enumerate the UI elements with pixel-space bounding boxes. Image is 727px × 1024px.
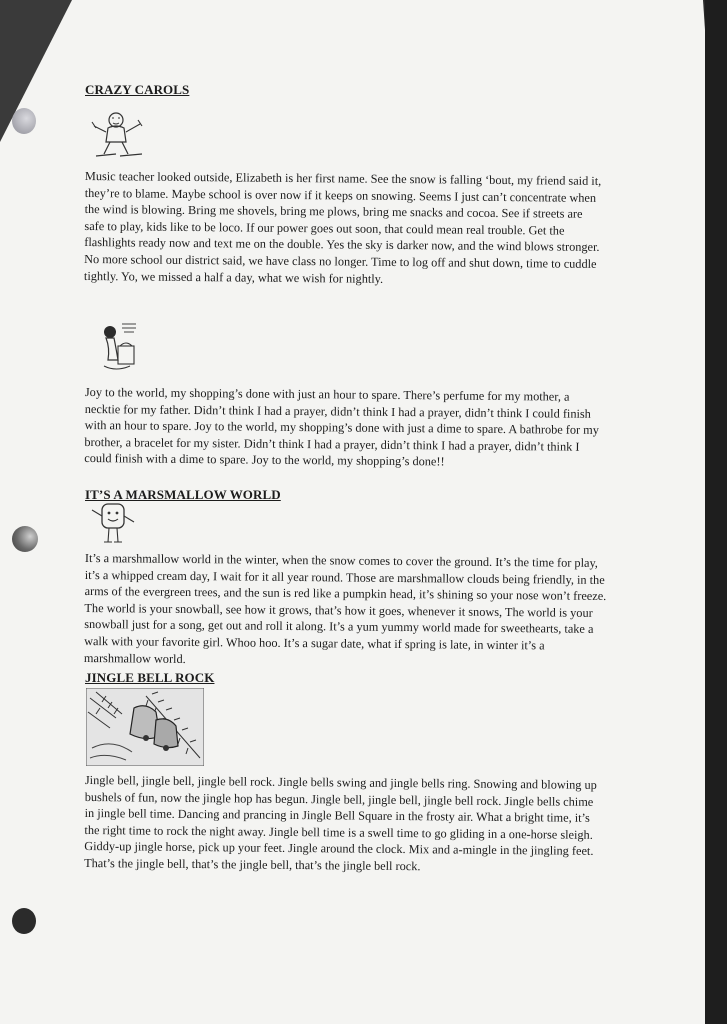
section-title: IT’S A MARSMALLOW WORLD [85,487,281,502]
lyric-line: arms of the evergreen trees, and the sun is red like a pumpkin head, it’s shining so your nose won’t freeze. [84,584,607,604]
lyric-line: could finish with a dime to spare. Joy to the world, my shopping’s done!! [84,451,445,469]
lyric-line: with an hour to spare. Joy to the world, my shopping’s done with just a dime to spare. A bathrobe for my [84,418,600,438]
lyrics-paragraph [84,772,627,877]
lyric-line: tightly. Yo, we missed a half a day, what we wish for nightly. [83,268,384,286]
lyric-line: the wind is blowing. Bring me shovels, bring me plows, bring me snacks and cocoa. See if streets are [84,202,583,221]
snowman-skier-clipart-icon [86,108,148,162]
lyrics-paragraph [84,384,627,472]
lyric-line: bushels of fun, now the jingle hop has begun. Jingle bell, jingle bell, jingle bell rock. Jingle bells chime [84,789,594,809]
lyric-line: necktie for my father. Didn’t think I had a prayer, didn’t think I had a prayer, didn’t think I could finish [84,401,591,421]
lyric-line: Music teacher looked outside, Elizabeth is her first name. See the snow is falling ‘bout, my friend said it, [84,168,602,188]
lyric-line: The world is your snowball, see how it grows, that’s how it goes, whenever it snows, The world is your [84,600,593,620]
punch-hole [12,108,36,134]
lyric-line: It’s a marshmallow world in the winter, when the snow comes to cover the ground. It’s the time for play, [84,550,598,570]
lyric-line: snowball just for a song, get out and roll it along. It’s a yum yummy world made for sweethearts, take a [84,617,594,637]
section-title: CRAZY CAROLS [85,82,190,97]
lyrics-paragraph [84,550,627,671]
lyric-line: No more school our district said, we have class no longer. Time to log off and shut down, time to cuddle [84,251,597,271]
lyric-line: flashlights ready now and text me on the double. Yes the sky is darker now, and the wind blows stronger. [84,235,600,255]
lyric-line: That’s the jingle bell, that’s the jingle bell, that’s the jingle bell rock. [84,855,421,874]
lyric-line: in jingle bell time. Dancing and prancing in Jingle Bell Square in the frosty air. What a bright time, it’s [84,806,590,826]
lyric-line: Jingle bell, jingle bell, jingle bell rock. Jingle bells swing and jingle bells ring. Snowing and blowing up [84,772,597,792]
lyric-line: Joy to the world, my shopping’s done with just an hour to spare. There’s perfume for my mother, a [84,384,570,404]
lyric-line: walk with your favorite girl. Whoo hoo. It’s a sugar date, what if spring is late, in winter it’s a [84,633,545,653]
lyrics-paragraph [84,168,627,289]
scan-edge-shadow [705,0,727,1024]
lyric-line: the right time to rock the night away. Jingle bell time is a swell time to go gliding in a one-horse sleigh. [84,822,593,842]
punch-hole [12,908,36,934]
lyric-line: safe to play, kids like to be loco. If our power goes out soon, that could mean real trouble. Get the [84,218,565,238]
lyric-line: Giddy-up jingle horse, pick up your feet. Jingle around the clock. Mix and a-mingle in the jingling feet. [84,839,594,859]
shopping-kid-clipart-icon [96,320,142,374]
marshmallow-character-clipart-icon [88,500,138,548]
lyric-line: it’s a whipped cream day, I wait for it all year round. Those are marshmallow clouds being friendly, in the [84,567,605,587]
section-title: JINGLE BELL ROCK [85,670,215,685]
lyric-line: marshmallow world. [83,650,186,666]
lyric-line: they’re to blame. Maybe school is over now if it keeps on snowing. Seems I just can’t concentrate when [84,185,597,205]
punch-hole [12,526,38,552]
jingle-bells-pine-clipart-icon [86,688,204,766]
lyric-line: brother, a bracelet for my sister. Didn’t think I had a prayer, didn’t think I had a prayer, didn’t think I [84,434,580,454]
